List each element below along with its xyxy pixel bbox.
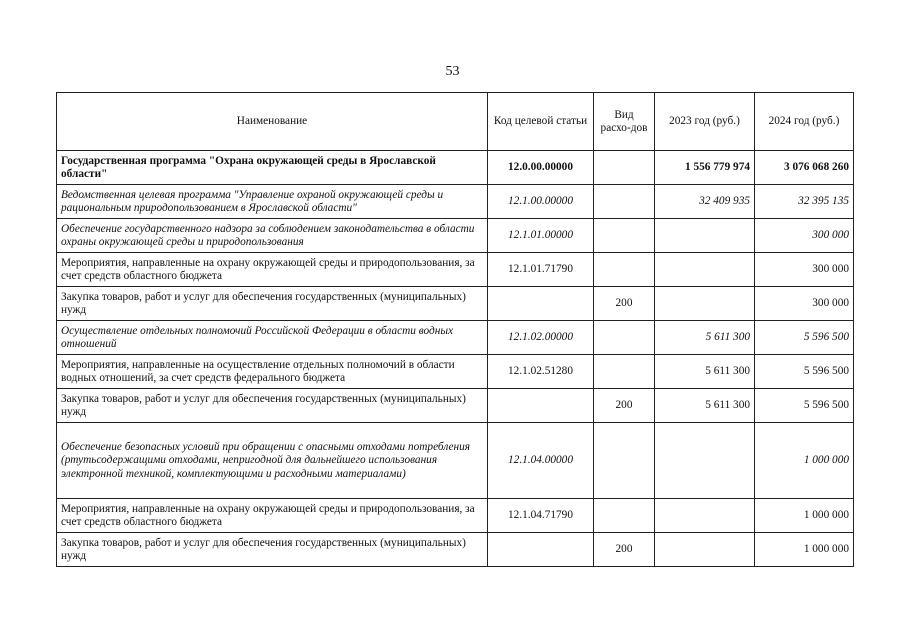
row-2024: 300 000 [755, 287, 854, 321]
table-header-row [57, 93, 854, 151]
row-code: 12.1.04.71790 [488, 499, 594, 533]
table-row [57, 185, 854, 219]
row-2023 [655, 253, 755, 287]
header-2023: 2023 год (руб.) [655, 93, 755, 151]
table-row [57, 151, 854, 185]
table-row [57, 423, 854, 499]
row-name: Мероприятия, направленные на охрану окружающей среды и природопользования, за счет средств областного бюджета [57, 499, 488, 533]
row-code: 12.1.01.00000 [488, 219, 594, 253]
row-vid [594, 151, 655, 185]
row-vid [594, 321, 655, 355]
row-name: Закупка товаров, работ и услуг для обеспечения государственных (муниципальных) нужд [57, 389, 488, 423]
header-code: Код целевой статьи [488, 93, 594, 151]
row-vid [594, 423, 655, 499]
row-2023 [655, 533, 755, 567]
row-name: Обеспечение безопасных условий при обращении с опасными отходами потребления (ртутьсодержащими отходами, непригодной для дальнейшего использования электронной техникой, комплектующими и расходными материалами) [57, 423, 488, 499]
row-name: Мероприятия, направленные на охрану окружающей среды и природопользования, за счет средств областного бюджета [57, 253, 488, 287]
row-2024: 300 000 [755, 219, 854, 253]
page-number: 53 [445, 64, 460, 79]
row-vid: 200 [594, 389, 655, 423]
row-code: 12.0.00.00000 [488, 151, 594, 185]
row-code: 12.1.01.71790 [488, 253, 594, 287]
row-name: Ведомственная целевая программа "Управление охраной окружающей среды и рациональным природопользованием в Ярославской области" [57, 185, 488, 219]
row-code: 12.1.04.00000 [488, 423, 594, 499]
row-vid [594, 185, 655, 219]
row-code [488, 287, 594, 321]
row-name: Государственная программа "Охрана окружающей среды в Ярославской области" [57, 151, 488, 185]
table-row [57, 533, 854, 567]
row-vid [594, 355, 655, 389]
row-2024: 32 395 135 [755, 185, 854, 219]
row-code [488, 533, 594, 567]
row-code: 12.1.02.00000 [488, 321, 594, 355]
row-2024: 300 000 [755, 253, 854, 287]
table-row [57, 355, 854, 389]
table-row [57, 321, 854, 355]
row-code: 12.1.00.00000 [488, 185, 594, 219]
row-vid: 200 [594, 287, 655, 321]
row-2023 [655, 423, 755, 499]
row-2023: 5 611 300 [655, 321, 755, 355]
header-2024: 2024 год (руб.) [755, 93, 854, 151]
table-row [57, 219, 854, 253]
row-name: Обеспечение государственного надзора за соблюдением законодательства в области охраны окружающей среды и природопользования [57, 219, 488, 253]
row-2023: 32 409 935 [655, 185, 755, 219]
row-2023 [655, 219, 755, 253]
row-vid [594, 253, 655, 287]
table-row [57, 253, 854, 287]
row-name: Осуществление отдельных полномочий Российской Федерации в области водных отношений [57, 321, 488, 355]
row-2023: 5 611 300 [655, 389, 755, 423]
row-2023 [655, 499, 755, 533]
table-row [57, 389, 854, 423]
row-code [488, 389, 594, 423]
table-row [57, 499, 854, 533]
row-2024: 1 000 000 [755, 423, 854, 499]
row-vid [594, 499, 655, 533]
row-2024: 3 076 068 260 [755, 151, 854, 185]
row-name: Закупка товаров, работ и услуг для обеспечения государственных (муниципальных) нужд [57, 287, 488, 321]
row-vid [594, 219, 655, 253]
row-2024: 1 000 000 [755, 499, 854, 533]
row-2023 [655, 287, 755, 321]
row-2024: 5 596 500 [755, 389, 854, 423]
row-2024: 5 596 500 [755, 355, 854, 389]
row-2024: 5 596 500 [755, 321, 854, 355]
row-2024: 1 000 000 [755, 533, 854, 567]
header-vid: Вид расхо-дов [594, 93, 655, 151]
table-row [57, 287, 854, 321]
row-2023: 5 611 300 [655, 355, 755, 389]
budget-table [56, 92, 854, 567]
row-name: Мероприятия, направленные на осуществление отдельных полномочий в области водных отношений, за счет средств федерального бюджета [57, 355, 488, 389]
row-code: 12.1.02.51280 [488, 355, 594, 389]
row-2023: 1 556 779 974 [655, 151, 755, 185]
row-vid: 200 [594, 533, 655, 567]
row-name: Закупка товаров, работ и услуг для обеспечения государственных (муниципальных) нужд [57, 533, 488, 567]
header-name: Наименование [57, 93, 488, 151]
